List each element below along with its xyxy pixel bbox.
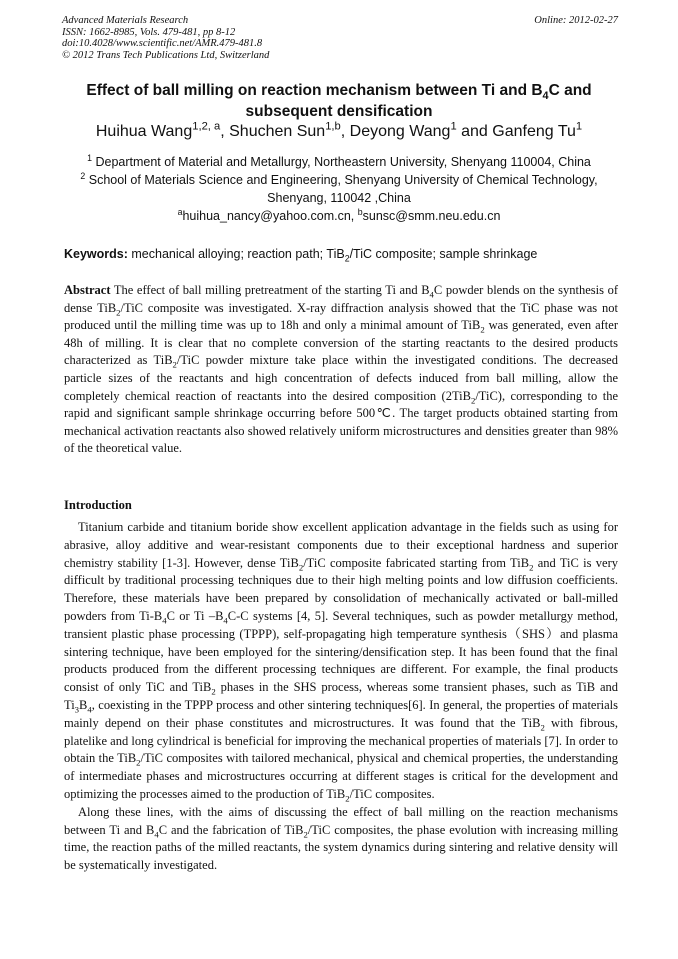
title-text: Effect of ball milling on reaction mechanism between Ti and B [86, 82, 543, 99]
abstract-text: /TiC composite was investigated. X-ray diffraction analysis showed that the TiC phase was not produced until the milling time was up to 18h and only a minimal amount of TiB [64, 300, 618, 333]
title-subscript: 4 [542, 90, 549, 103]
keywords-label: Keywords: [64, 247, 128, 261]
title-text: C and [548, 82, 592, 99]
keywords-text: mechanical alloying; reaction path; TiB [127, 247, 345, 261]
online-date: Online: 2012-02-27 [534, 15, 618, 26]
intro-text: C or Ti –B [166, 608, 224, 623]
intro-text: /TiC composites with tailored mechanical, physical and chemical properties, the understanding of intermediate phases and microstructures occurring at different stages is critical for the development and optimizing the processes aimed to the production of TiB [64, 751, 618, 801]
section-heading-introduction: Introduction [64, 498, 132, 512]
abstract [64, 282, 618, 458]
intro-paragraph-1 [64, 519, 618, 804]
affiliation-1 [60, 153, 618, 171]
introduction-body [64, 519, 618, 875]
abstract-text: /TiC), corresponding to the rapid and significant sample shrinkage occurring before 500℃. The target products obtained starting from mechanical activation reactants also showed relatively uniform microstructures and densities greater than 98% of the theoretical value. [64, 388, 618, 456]
affiliation-text: School of Materials Science and Engineering, Shenyang University of Chemical Technology, [85, 173, 598, 187]
email-link[interactable]: huihua_nancy@yahoo.com.cn, [182, 209, 358, 223]
intro-text: and TiC is very difficult by traditional processing techniques due to their high melting points and low diffusion coefficients. Therefore, these materials have been prepared by consolidation of mechanically activated or ball-milled powders from Ti-B [64, 555, 618, 623]
abstract-text: /TiC powder mixture take place within the investigated conditions. The decreased particle sizes of the reactants and high concentration of defects induced from ball milling, allow the completely chemical reaction of reactants into the desired composition (2TiB [64, 353, 618, 403]
intro-text: /TiC composites, the phase evolution with increasing milling time, the reaction paths of the milled reactants, the system dynamics during sintering and relative density will be systematically investigated. [64, 822, 618, 873]
intro-subscript: 4 [154, 829, 159, 840]
email-mark: a [177, 206, 183, 217]
abstract-text: The effect of ball milling pretreatment of the starting Ti and B [110, 283, 430, 297]
intro-text: Along these lines, with the aims of discussing the effect of ball milling on the reaction mechanisms between Ti and B [64, 804, 618, 837]
intro-text: with fibrous, platelike and long cylindrical is beneficial for improving the mechanical properties of materials [7]. In order to obtain the TiB [64, 715, 619, 766]
author-name: Huihua Wang [95, 123, 193, 140]
intro-subscript: 4 [223, 615, 228, 626]
author-list [60, 122, 618, 142]
issn-line: ISSN: 1662-8985, Vols. 479-481, pp 8-12 [62, 26, 236, 38]
author-affiliation-mark: 1 [575, 120, 583, 133]
affiliation-mark: 1 [87, 152, 92, 163]
abstract-subscript: 4 [429, 289, 434, 300]
abstract-text: was generated, even after 48h of milling. It is clear that no complete conversion of the starting reactants to the desired products characterized as TiB [64, 318, 618, 368]
intro-text: C and the fabrication of TiB [158, 822, 304, 837]
author-name: , Deyong Wang [340, 123, 451, 140]
intro-text: phases in the SHS process, whereas some transient phases, such as TiB and Ti [64, 680, 619, 712]
keywords-subscript: 2 [344, 253, 350, 264]
intro-text: /TiC composites. [349, 786, 435, 801]
intro-subscript: 3 [74, 704, 80, 715]
intro-subscript: 4 [162, 615, 167, 626]
abstract-subscript: 2 [116, 307, 121, 318]
affiliation-text: Department of Material and Metallurgy, Northeastern University, Shenyang 110004, China [92, 155, 591, 169]
author-affiliation-mark: 1 [450, 120, 457, 133]
intro-subscript: 2 [303, 829, 308, 840]
intro-text: C-C systems [4, 5]. Several techniques, such as powder metallurgy method, transient plastic phase processing (TPPP), self-propagating high temperature synthesis（SHS）and plasma sintering technique, have been employed for the sintering/densification step. It has been found that the final products produced from the different processing techniques are different. For example, the final products consist of only TiC and TiB [64, 608, 619, 695]
intro-paragraph-2 [64, 804, 618, 875]
affiliation-mark: 2 [80, 170, 86, 181]
keywords-text: /TiC composite; sample shrinkage [349, 247, 538, 261]
paper-title [60, 80, 618, 122]
author-name: , Shuchen Sun [220, 123, 326, 140]
keywords [64, 246, 618, 262]
intro-subscript: 2 [211, 686, 216, 697]
intro-subscript: 2 [345, 793, 350, 804]
author-emails [60, 207, 618, 225]
intro-subscript: 2 [540, 722, 545, 733]
abstract-subscript: 2 [470, 395, 476, 406]
author-affiliation-mark: 1,2, a [192, 120, 221, 133]
abstract-subscript: 2 [480, 324, 485, 335]
abstract-subscript: 2 [172, 359, 177, 370]
intro-subscript: 2 [136, 757, 141, 768]
affiliation-2 [60, 171, 618, 189]
intro-subscript: 2 [529, 562, 534, 573]
email-link[interactable]: sunsc@smm.neu.edu.cn [362, 209, 501, 223]
abstract-paragraph [64, 282, 618, 458]
journal-name: Advanced Materials Research [62, 15, 189, 26]
title-line-2: subsequent densification [245, 103, 433, 120]
intro-text: , coexisting in the TPPP process and other sintering techniques[6]. In general, the properties of materials mainly depend on their phase constitutes and microstructures. It was found that the TiB [64, 697, 618, 730]
intro-subscript: 4 [87, 704, 92, 715]
copyright-line: © 2012 Trans Tech Publications Ltd, Switzerland [62, 49, 270, 61]
abstract-label: Abstract [64, 283, 111, 297]
email-mark: b [357, 206, 363, 217]
intro-text: B [79, 697, 88, 712]
author-affiliation-mark: 1,b [325, 120, 341, 133]
author-name: and Ganfeng Tu [456, 123, 576, 140]
intro-text: Titanium carbide and titanium boride show excellent application advantage in the fields such as using for abrasive, alloy additive and wear-resistant components due to their exceptional hardness and superior chemistry stability [1-3]. However, dense TiB [64, 520, 618, 570]
journal-header [62, 15, 618, 61]
title-line-1 [60, 80, 618, 101]
doi-line: doi:10.4028/www.scientific.net/AMR.479-481.8 [62, 38, 263, 49]
affiliation-2-line-2: Shenyang, 110042 ,China [267, 191, 411, 205]
intro-text: /TiC composite fabricated starting from TiB [303, 555, 530, 570]
abstract-text: C powder blends on the synthesis of dense TiB [64, 283, 618, 315]
affiliations [60, 153, 618, 225]
intro-subscript: 2 [298, 562, 304, 573]
